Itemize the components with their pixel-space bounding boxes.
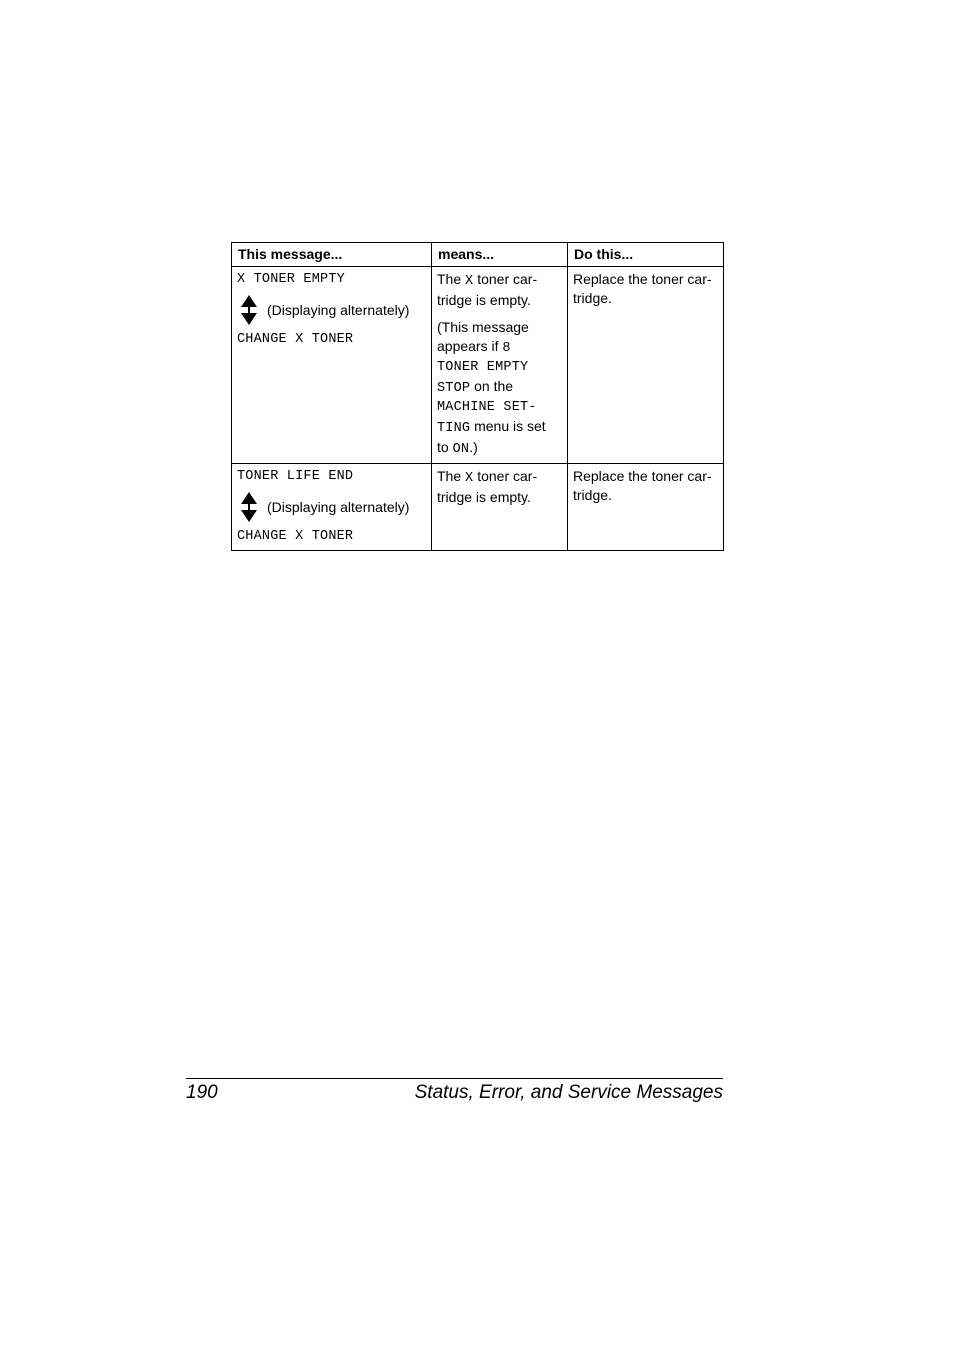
means-note: (This message appears if 8 TONER EMPTY STOP on the MACHINE SET- TING menu is set to ON.)	[437, 319, 546, 457]
alternate-note: (Displaying alternately)	[267, 301, 410, 318]
message-cell	[232, 464, 432, 551]
alternate-note: (Displaying alternately)	[267, 498, 410, 515]
table-row	[232, 464, 724, 551]
messages-table	[231, 242, 724, 551]
alternate-indicator	[237, 492, 426, 522]
means-line: The X toner car-	[437, 271, 538, 289]
message-line1: TONER LIFE END	[237, 469, 354, 484]
message-cell	[232, 267, 432, 464]
action-cell: Replace the toner car- tridge.	[568, 464, 724, 551]
up-down-arrow-icon	[240, 492, 258, 522]
header-do-this: Do this...	[568, 243, 724, 267]
action-cell: Replace the toner car- tridge.	[568, 267, 724, 464]
chapter-title: Status, Error, and Service Messages	[414, 1082, 723, 1103]
alternate-indicator	[237, 295, 426, 325]
header-means: means...	[432, 243, 568, 267]
footer-divider	[186, 1078, 723, 1079]
table-header-row	[232, 243, 724, 267]
means-cell: The X toner car- tridge is empty.	[432, 464, 568, 551]
up-down-arrow-icon	[240, 295, 258, 325]
message-line1: X TONER EMPTY	[237, 272, 345, 287]
means-cell	[432, 267, 568, 464]
header-message: This message...	[232, 243, 432, 267]
table-row	[232, 267, 724, 464]
means-line: tridge is empty.	[437, 292, 531, 308]
page-number: 190	[186, 1082, 218, 1103]
message-line2: CHANGE X TONER	[237, 529, 354, 544]
message-line2: CHANGE X TONER	[237, 332, 354, 347]
